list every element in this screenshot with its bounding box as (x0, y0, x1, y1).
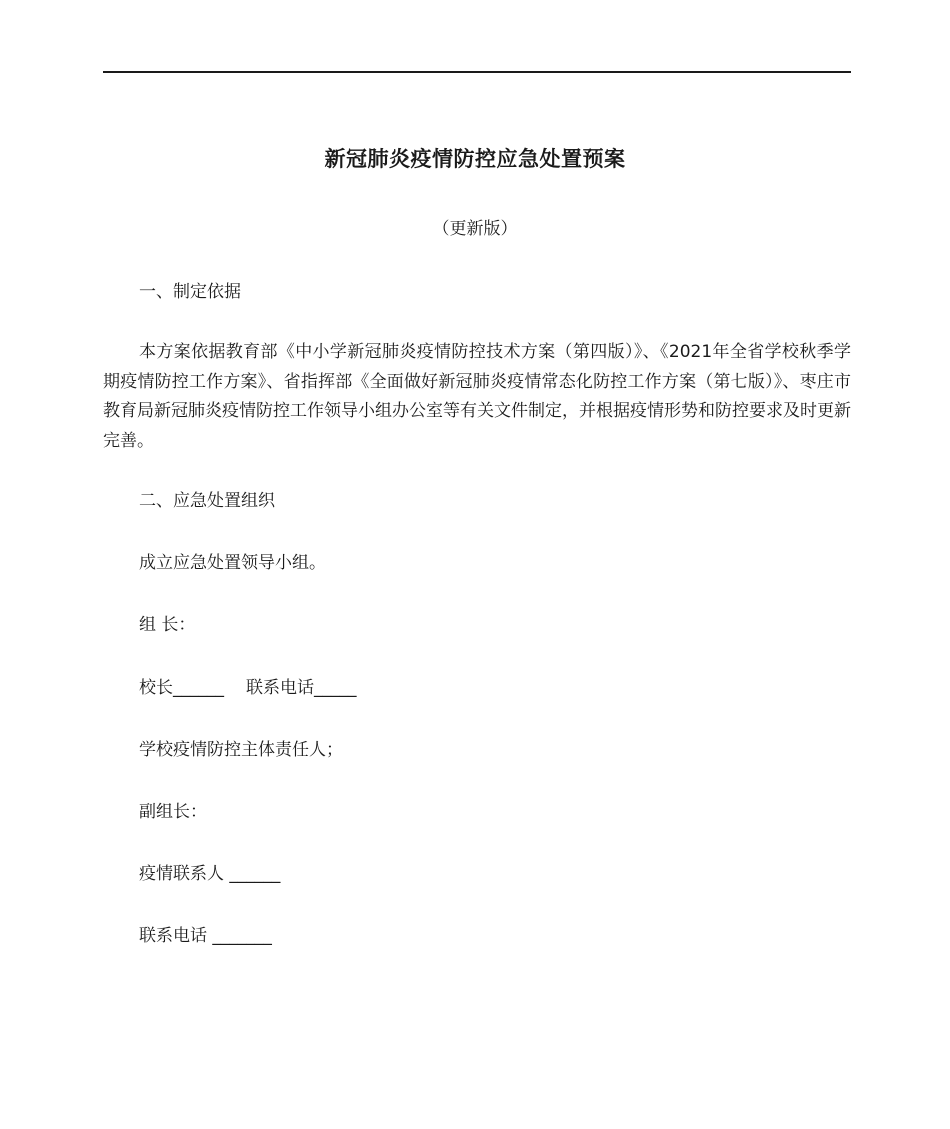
principal-phone: 联系电话_____ (246, 678, 357, 698)
header-rule (103, 71, 851, 73)
contact-phone: 联系电话 _______ (139, 926, 272, 946)
deputy-label: 副组长： (139, 802, 207, 822)
leader-label: 组 长： (139, 615, 196, 635)
section-heading-organization: 二、应急处置组织 (139, 491, 275, 511)
section-heading-basis: 一、制定依据 (139, 282, 241, 302)
responsible-person: 学校疫情防控主体责任人； (139, 740, 343, 760)
principal-line (139, 673, 357, 698)
contact-person: 疫情联系人 ______ (139, 864, 281, 884)
basis-paragraph: 本方案依据教育部《中小学新冠肺炎疫情防控技术方案（第四版）》、《2021年全省学校秋季学期疫情防控工作方案》、省指挥部《全面做好新冠肺炎疫情常态化防控工作方案（第七版）》、枣庄市教育局新冠肺炎疫情防控工作领导小组办公室等有关文件制定，并根据疫情形势和防控要求及时更新完善。 (103, 342, 851, 451)
group-intro: 成立应急处置领导小组。 (139, 553, 326, 573)
document-title: 新冠肺炎疫情防控应急处置预案 (324, 147, 626, 171)
principal-label: 校长______ (139, 678, 224, 698)
document-subtitle: （更新版） (432, 219, 518, 239)
